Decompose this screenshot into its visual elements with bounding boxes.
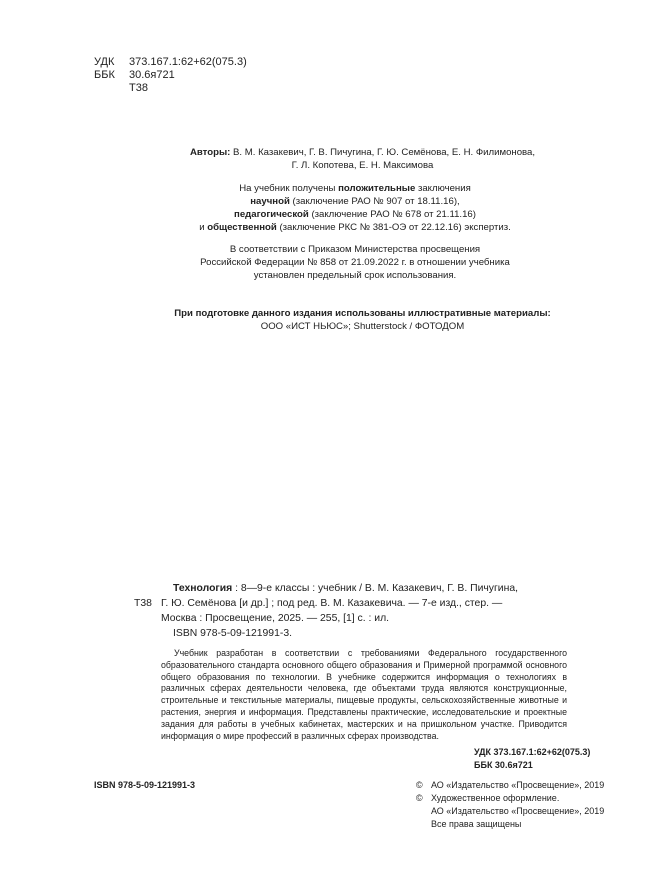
authors-line: В. М. Казакевич, Г. В. Пичугина, Г. Ю. Семёнова, Е. Н. Филимонова, xyxy=(233,147,536,158)
text-bold: положительные xyxy=(338,183,416,194)
classification xyxy=(474,746,650,772)
text: Российской Федерации № 858 от 21.09.2022 г. в отношении учебника xyxy=(200,257,510,268)
author-mark: Т38 xyxy=(129,82,148,94)
authors-label: Авторы: xyxy=(189,147,231,158)
text-bold: научной xyxy=(250,196,290,207)
copyright-icon: © xyxy=(416,780,423,791)
text: Все права защищены xyxy=(431,819,522,830)
author-mark: Т38 xyxy=(134,598,152,609)
text: установлен предельный срок использования. xyxy=(253,270,457,281)
header-codes xyxy=(94,56,650,95)
authors xyxy=(140,146,585,172)
illustrations-note xyxy=(140,307,585,333)
text: На учебник получены xyxy=(239,183,336,194)
bbk: ББК 30.6я721 xyxy=(474,760,533,771)
text: Москва : Просвещение, 2025. — 255, [1] с. : ил. xyxy=(161,613,390,624)
footer-isbn: ISBN 978-5-09-121991-3 xyxy=(94,780,196,791)
authors-line: Г. Л. Копотева, Е. Н. Максимова xyxy=(291,160,434,171)
text: (заключение РКС № 381-ОЭ от 22.12.16) экспертиз. xyxy=(279,222,511,233)
text-bold: При подготовке данного издания использованы иллюстративные материалы: xyxy=(174,308,551,319)
text-bold: общественной xyxy=(207,222,277,233)
text: и xyxy=(199,222,205,233)
text: АО «Издательство «Просвещение», 2019 xyxy=(431,806,605,817)
bbk-value: 30.6я721 xyxy=(129,69,175,81)
footer xyxy=(0,779,650,831)
text-bold: педагогической xyxy=(234,209,309,220)
udk-value: 373.167.1:62+62(075.3) xyxy=(129,56,247,68)
reviews xyxy=(140,182,570,234)
udk-label: УДК xyxy=(94,56,115,68)
text: Г. Ю. Семёнова [и др.] ; под ред. В. М. Казакевича. — 7-е изд., стер. — xyxy=(161,598,503,609)
annotation: Учебник разработан в соответствии с требованиями Федерального государственного образовательного стандарта основного общего образования и Примерной программой основного общего образования по технологии. В учебнике содержится информация о технологиях в различных сферах деятельности человека, где объектами труда являются конструкционные, строительные и текстильные материалы, пищевые продукты, сельскохозяйственные животные и растения, энергия и информация. Представлены практические, исследовательские и проектные задания для работы в учебных кабинетах, мастерских и на пришкольном участке. Приводится информация о мире профессий в различных сферах производства. xyxy=(161,648,567,741)
text: заключения xyxy=(417,183,471,194)
bbk-label: ББК xyxy=(94,69,115,81)
text: АО «Издательство «Просвещение», 2019 xyxy=(431,780,605,791)
copyright-icon: © xyxy=(416,793,423,804)
udk: УДК 373.167.1:62+62(075.3) xyxy=(474,747,591,758)
bibliography xyxy=(134,581,574,641)
isbn: ISBN 978-5-09-121991-3. xyxy=(173,628,292,639)
text: В соответствии с Приказом Министерства просвещения xyxy=(229,244,481,255)
text: ООО «ИСТ НЬЮС»; Shutterstock / ФОТОДОМ xyxy=(260,321,465,332)
book-title: Технология xyxy=(173,583,233,594)
text: (заключение РАО № 678 от 21.11.16) xyxy=(311,209,476,220)
copyright xyxy=(416,779,604,831)
ministry-note xyxy=(140,243,570,282)
text: : 8—9-е классы : учебник / В. М. Казакевич, Г. В. Пичугина, xyxy=(232,583,518,594)
text: (заключение РАО № 907 от 18.11.16), xyxy=(292,196,460,207)
text: Художественное оформление. xyxy=(431,793,560,804)
